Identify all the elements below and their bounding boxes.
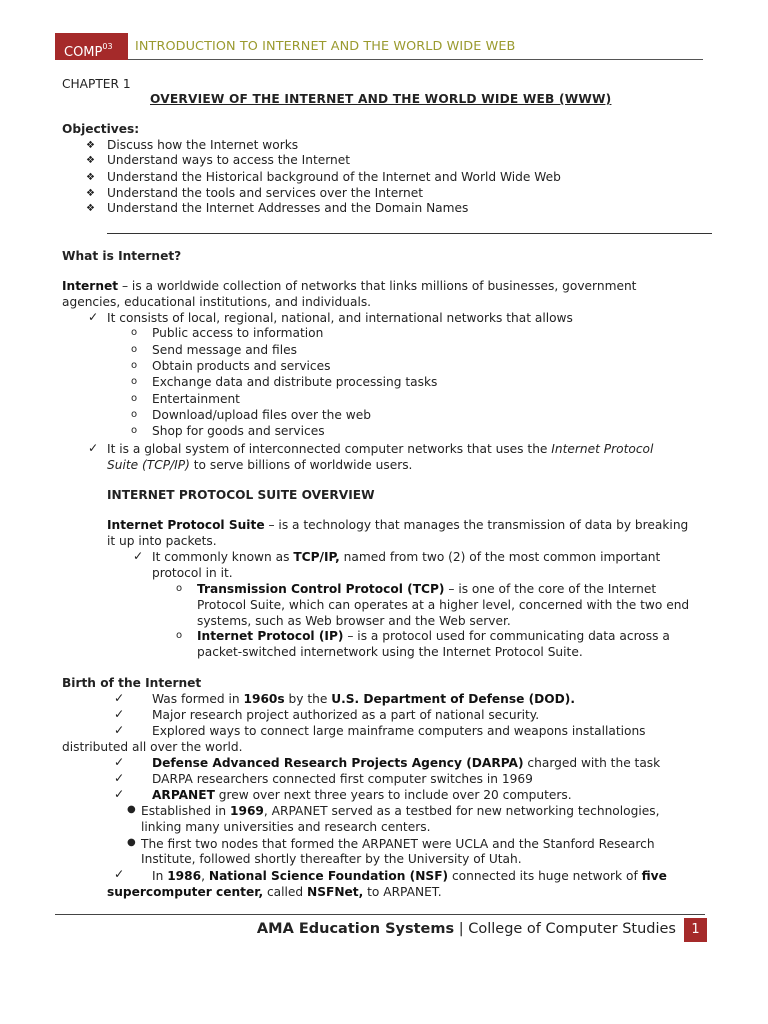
term: 1960s [243, 692, 285, 706]
list-item: Understand the tools and services over the Internet [107, 186, 423, 200]
tcpip-line-2: protocol in it. [152, 566, 233, 580]
text: connected its huge network of [448, 869, 642, 883]
birth-item-4 [152, 756, 660, 770]
term: five [641, 869, 667, 883]
global-system-line-2 [107, 458, 412, 472]
ips-definition-line-2: it up into packets. [107, 534, 217, 548]
check-icon: ✓ [88, 310, 99, 324]
term: U.S. Department of Defense (DOD). [331, 692, 575, 706]
list-item: Understand the Internet Addresses and the Domain Names [107, 201, 469, 215]
list-item: Send message and files [152, 343, 297, 357]
course-number: 03 [102, 42, 113, 51]
birth-item-3-line-1: Explored ways to connect large mainframe computers and weapons installations [152, 724, 646, 738]
text: – is a technology that manages the transmission of data by breaking [264, 518, 689, 532]
circle-bullet-icon: o [131, 376, 138, 387]
birth-item-3-line-2: distributed all over the world. [62, 740, 243, 754]
objectives-heading: Objectives: [62, 122, 140, 136]
text: – is one of the core of the Internet [444, 582, 657, 596]
term: Internet [62, 279, 119, 293]
tcp-line-1 [197, 582, 656, 596]
check-icon: ✓ [114, 723, 125, 737]
text: grew over next three years to include over 20 computers. [214, 788, 572, 802]
text: – is a worldwide collection of networks that links millions of businesses, government [118, 279, 637, 293]
list-item: Obtain products and services [152, 359, 331, 373]
ips-definition-line-1 [107, 518, 688, 532]
term: ARPANET [152, 788, 215, 802]
birth-item-1 [152, 692, 575, 706]
term: 1986 [167, 869, 202, 883]
what-is-internet-heading: What is Internet? [62, 249, 182, 263]
list-item: Entertainment [152, 392, 240, 406]
internet-definition-line-2: agencies, educational institutions, and individuals. [62, 295, 372, 309]
arpanet-item-2-line-2: Institute, followed shortly thereafter by the University of Utah. [141, 852, 522, 866]
circle-bullet-icon: o [176, 630, 183, 641]
term: supercomputer center, [107, 885, 264, 899]
circle-bullet-icon: o [131, 425, 138, 436]
arpanet-item-1-line-1 [141, 804, 659, 818]
consists-text: It consists of local, regional, national, and international networks that allows [107, 311, 573, 325]
course-badge [55, 33, 128, 60]
term: Internet Protocol Suite [107, 518, 265, 532]
check-icon: ✓ [114, 787, 125, 801]
birth-item-6 [152, 788, 572, 802]
text: , ARPANET served as a testbed for new networking technologies, [263, 804, 660, 818]
internet-definition-line-1 [62, 279, 636, 293]
list-item: Shop for goods and services [152, 424, 325, 438]
italic-term: Suite (TCP/IP) [107, 458, 190, 472]
check-icon: ✓ [114, 691, 125, 705]
text: It commonly known as [152, 550, 294, 564]
term: Transmission Control Protocol (TCP) [197, 582, 445, 596]
diamond-bullet-icon: ❖ [86, 203, 95, 214]
circle-bullet-icon: o [176, 583, 183, 594]
term: TCP/IP, [293, 550, 340, 564]
list-item: Understand the Historical background of the Internet and World Wide Web [107, 170, 561, 184]
ip-line-2: packet-switched internetwork using the Internet Protocol Suite. [197, 645, 583, 659]
text: It is a global system of interconnected computer networks that uses the [107, 442, 552, 456]
dot-bullet-icon: ● [127, 837, 136, 848]
birth-heading: Birth of the Internet [62, 676, 202, 690]
ip-line-1 [197, 629, 670, 643]
circle-bullet-icon: o [131, 393, 138, 404]
term: NSFNet, [307, 885, 364, 899]
footer-divider [55, 914, 705, 915]
diamond-bullet-icon: ❖ [86, 188, 95, 199]
nsf-line-1 [152, 869, 667, 883]
course-title: INTRODUCTION TO INTERNET AND THE WORLD WIDE WEB [135, 39, 516, 54]
circle-bullet-icon: o [131, 327, 138, 338]
course-code: COMP [64, 45, 103, 60]
diamond-bullet-icon: ❖ [86, 155, 95, 166]
text: Established in [141, 804, 230, 818]
arpanet-item-2-line-1: The first two nodes that formed the ARPANET were UCLA and the Stanford Research [141, 837, 655, 851]
term: National Science Foundation (NSF) [208, 869, 449, 883]
page-number: 1 [684, 918, 707, 942]
tcp-line-2: Protocol Suite, which can operates at a higher level, concerned with the two end [197, 598, 690, 612]
global-system-line-1 [107, 442, 653, 456]
check-icon: ✓ [114, 755, 125, 769]
check-icon: ✓ [114, 867, 125, 881]
arpanet-item-1-line-2: linking many universities and research centers. [141, 820, 431, 834]
header-divider [128, 59, 703, 60]
check-icon: ✓ [114, 771, 125, 785]
term: 1969 [229, 804, 264, 818]
check-icon: ✓ [133, 549, 144, 563]
text: – is a protocol used for communicating data across a [343, 629, 670, 643]
nsf-line-2 [107, 885, 442, 899]
footer-org: AMA Education Systems [256, 921, 455, 937]
text: to ARPANET. [363, 885, 442, 899]
tcp-line-3: systems, such as Web browser and the Web server. [197, 614, 511, 628]
list-item: Discuss how the Internet works [107, 138, 299, 152]
italic-term: Internet Protocol [551, 442, 654, 456]
circle-bullet-icon: o [131, 409, 138, 420]
birth-item-2: Major research project authorized as a part of national security. [152, 708, 540, 722]
birth-item-5: DARPA researchers connected first computer switches in 1969 [152, 772, 533, 786]
text: Was formed in [152, 692, 244, 706]
list-item: Understand ways to access the Internet [107, 153, 351, 167]
chapter-label: CHAPTER 1 [62, 77, 131, 91]
page-header [55, 33, 703, 60]
footer-separator: | [454, 921, 469, 937]
term: Defense Advanced Research Projects Agency (DARPA) [152, 756, 524, 770]
section-divider [107, 233, 712, 234]
circle-bullet-icon: o [131, 344, 138, 355]
text: named from two (2) of the most common important [339, 550, 661, 564]
footer-college: College of Computer Studies [468, 921, 676, 937]
document-title: OVERVIEW OF THE INTERNET AND THE WORLD WIDE WEB (WWW) [150, 92, 612, 106]
list-item: Download/upload files over the web [152, 408, 371, 422]
diamond-bullet-icon: ❖ [86, 172, 95, 183]
ips-overview-heading: INTERNET PROTOCOL SUITE OVERVIEW [107, 488, 375, 502]
text: charged with the task [523, 756, 661, 770]
text: called [263, 885, 308, 899]
page-footer [257, 921, 676, 937]
text: , [201, 869, 209, 883]
text: by the [284, 692, 332, 706]
list-item: Exchange data and distribute processing tasks [152, 375, 438, 389]
list-item: Public access to information [152, 326, 324, 340]
text: In [152, 869, 168, 883]
dot-bullet-icon: ● [127, 804, 136, 815]
circle-bullet-icon: o [131, 360, 138, 371]
term: Internet Protocol (IP) [197, 629, 344, 643]
check-icon: ✓ [88, 441, 99, 455]
check-icon: ✓ [114, 707, 125, 721]
diamond-bullet-icon: ❖ [86, 140, 95, 151]
text: to serve billions of worldwide users. [189, 458, 413, 472]
tcpip-line-1 [152, 550, 660, 564]
